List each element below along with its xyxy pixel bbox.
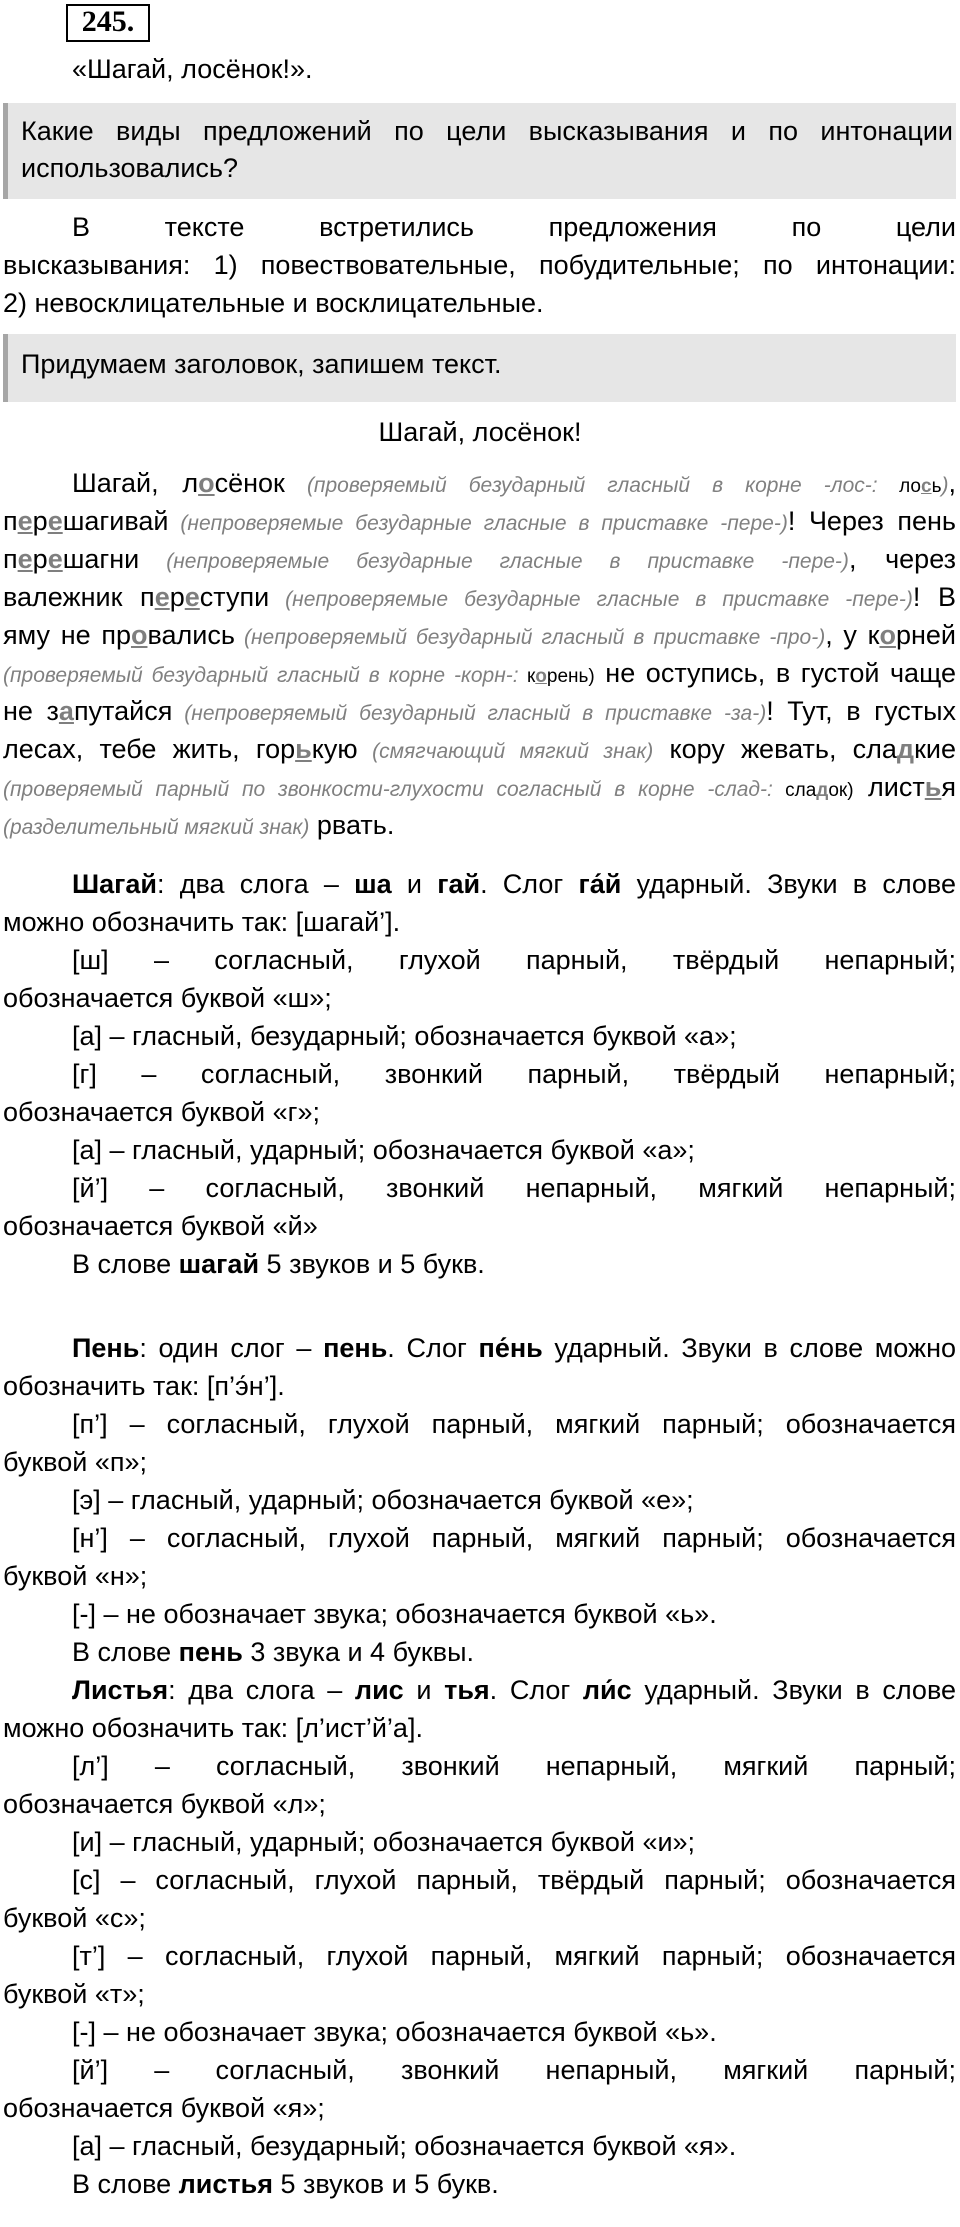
orthogram-letter: е	[154, 582, 170, 612]
orthogram-letter: д	[896, 734, 915, 764]
analysis-line: Шагай: два слога – ша и гай. Слог га́й ударный. Звуки в слове	[72, 869, 956, 899]
text-line-4	[3, 578, 956, 620]
orthogram-letter: ь	[924, 772, 942, 802]
orthogram-note: (смягчающий мягкий знак)	[357, 740, 654, 763]
text-segment: яму не пр	[3, 620, 131, 650]
analysis-line: буквой «п»;	[3, 1447, 147, 1477]
text-segment: , через	[848, 544, 957, 574]
exercise-title: «Шагай, лосёнок!».	[72, 54, 313, 84]
text-line-9	[3, 768, 956, 811]
orthogram-letter: с	[921, 476, 932, 497]
text-segment: лесах, тебе жить, гор	[3, 734, 296, 764]
orthogram-note: (непроверяемый безударный гласный в приставке -за-)	[172, 702, 767, 725]
text-segment: , у к	[825, 620, 880, 650]
analysis-line: [л’] – согласный, звонкий непарный, мягкий парный;	[72, 1751, 956, 1781]
analysis-line: обозначается буквой «л»;	[3, 1789, 326, 1819]
text-segment: п	[3, 544, 18, 574]
text-segment: путайся	[73, 696, 173, 726]
text-segment: рней	[895, 620, 956, 650]
analysis-line: буквой «т»;	[3, 1979, 145, 2009]
analysis-line: обозначается буквой «г»;	[3, 1097, 320, 1127]
text-segment: р	[169, 582, 185, 612]
question-1-line-1: Какие виды предложений по цели высказывания и по интонации	[21, 116, 953, 146]
analysis-line: обозначается буквой «ш»;	[3, 983, 332, 1013]
analysis-line: обозначается буквой «я»;	[3, 2093, 325, 2123]
analysis-line: [а] – гласный, ударный; обозначается буквой «а»;	[72, 1135, 695, 1165]
orthogram-note: )	[941, 474, 949, 497]
question-box-1	[3, 103, 956, 199]
analysis-line: [а] – гласный, безударный; обозначается буквой «я».	[72, 2131, 737, 2161]
orthogram-letter: о	[879, 620, 896, 650]
question-box-2	[3, 334, 956, 402]
text-line-2	[3, 502, 956, 544]
text-segment: сёнок	[214, 468, 285, 498]
text-segment: кую	[311, 734, 358, 764]
analysis-line: [т’] – согласный, глухой парный, мягкий парный; обозначается	[72, 1941, 956, 1971]
orthogram-note: (непроверяемые безударные гласные в приставке -пере-)	[139, 550, 849, 573]
orthogram-letter: ь	[295, 734, 312, 764]
analysis-line: можно обозначить так: [л’ист’й’а].	[3, 1713, 423, 1743]
analysis-line: обозначить так: [п’э́н’].	[3, 1371, 285, 1401]
analysis-line: В слове шагай 5 звуков и 5 букв.	[72, 1249, 485, 1279]
analysis-line: обозначается буквой «й»	[3, 1211, 318, 1241]
analysis-line: [п’] – согласный, глухой парный, мягкий парный; обозначается	[72, 1409, 956, 1439]
analysis-line: [ш] – согласный, глухой парный, твёрдый непарный;	[72, 945, 956, 975]
text-segment: р	[32, 544, 48, 574]
analysis-line: [г] – согласный, звонкий парный, твёрдый непарный;	[72, 1059, 956, 1089]
analysis-line: [и] – гласный, ударный; обозначается буквой «и»;	[72, 1827, 696, 1857]
text-segment: ! В	[912, 582, 956, 612]
orthogram-letter: е	[184, 582, 200, 612]
text-line-3	[3, 540, 956, 582]
text-segment: ,	[948, 468, 956, 498]
analysis-line: [а] – гласный, безударный; обозначается буквой «а»;	[72, 1021, 737, 1051]
orthogram-note: (непроверяемые безударные гласные в приставке -пере-)	[168, 512, 788, 535]
check-word: ок)	[828, 780, 854, 801]
orthogram-letter: е	[47, 544, 63, 574]
text-segment: кие	[914, 734, 956, 764]
text-line-7	[3, 692, 956, 734]
question-1-line-2: использовались?	[21, 153, 239, 183]
orthogram-letter: д	[816, 780, 829, 801]
analysis-line: можно обозначить так: [шагай’].	[3, 907, 401, 937]
text-segment: не оступись, в густой чаще	[594, 658, 956, 688]
check-word: к	[518, 666, 536, 687]
analysis-line: [й’] – согласный, звонкий непарный, мягкий непарный;	[72, 1173, 956, 1203]
text-segment: я	[941, 772, 956, 802]
analysis-line: буквой «с»;	[3, 1903, 146, 1933]
answer-1-line-1: В тексте встретились предложения по цели	[72, 212, 956, 242]
analysis-line: буквой «н»;	[3, 1561, 148, 1591]
text-segment: кору жевать, сла	[653, 734, 897, 764]
orthogram-letter: а	[58, 696, 74, 726]
analysis-line: В слове листья 5 звуков и 5 букв.	[72, 2169, 499, 2199]
answer-1-line-2: высказывания: 1) повествовательные, побудительные; по интонации:	[3, 250, 956, 280]
analysis-line: [э] – гласный, ударный; обозначается буквой «е»;	[72, 1485, 694, 1515]
text-line-1	[72, 464, 956, 507]
orthogram-letter: е	[47, 506, 63, 536]
check-word: ло	[877, 476, 921, 497]
orthogram-note: (разделительный мягкий знак)	[3, 816, 310, 839]
orthogram-letter: о	[198, 468, 215, 498]
orthogram-note: (проверяемый безударный гласный в корне -корн-:	[3, 664, 519, 687]
check-word: сла	[772, 780, 817, 801]
check-word: рень)	[546, 666, 595, 687]
text-segment: Шагай, л	[72, 468, 199, 498]
text-line-6	[3, 654, 956, 697]
check-word: ь	[931, 476, 942, 497]
analysis-line: В слове пень 3 звука и 4 буквы.	[72, 1637, 474, 1667]
orthogram-note: (непроверяемый безударный гласный в приставке -про-)	[234, 626, 826, 649]
exercise-number: 245.	[66, 4, 150, 42]
orthogram-note: (непроверяемые безударные гласные в приставке -пере-)	[269, 588, 913, 611]
answer-1-line-3: 2) невосклицательные и восклицательные.	[3, 288, 544, 318]
text-segment: ! Тут, в густых	[766, 696, 956, 726]
text-segment: р	[32, 506, 48, 536]
text-segment: не з	[3, 696, 59, 726]
analysis-line: Пень: один слог – пень. Слог пе́нь ударный. Звуки в слове можно	[72, 1333, 956, 1363]
orthogram-letter: е	[17, 544, 33, 574]
text-line-8	[3, 730, 956, 772]
orthogram-letter: о	[535, 666, 547, 687]
orthogram-letter: е	[17, 506, 33, 536]
text-segment: ! Через пень	[787, 506, 956, 536]
text-line-10	[3, 806, 956, 848]
analysis-line: [-] – не обозначает звука; обозначается буквой «ь».	[72, 1599, 717, 1629]
orthogram-letter: о	[130, 620, 148, 650]
text-segment: валежник п	[3, 582, 155, 612]
text-segment: шагивай	[62, 506, 169, 536]
text-line-5	[3, 616, 956, 658]
text-title: Шагай, лосёнок!	[378, 417, 582, 447]
analysis-line: [с] – согласный, глухой парный, твёрдый парный; обозначается	[72, 1865, 956, 1895]
text-segment: лист	[853, 772, 925, 802]
analysis-line: [-] – не обозначает звука; обозначается буквой «ь».	[72, 2017, 717, 2047]
analysis-line: Листья: два слога – лис и тья. Слог ли́с ударный. Звуки в слове	[72, 1675, 956, 1705]
orthogram-note: (проверяемый безударный гласный в корне -лос-:	[284, 474, 878, 497]
text-segment: рвать.	[309, 810, 395, 840]
text-segment: шагни	[62, 544, 140, 574]
text-segment: вались	[147, 620, 235, 650]
orthogram-note: (проверяемый парный по звонкости-глухости согласный в корне -слад-:	[3, 778, 773, 801]
text-segment: ступи	[199, 582, 270, 612]
question-2: Придумаем заголовок, запишем текст.	[21, 349, 502, 379]
analysis-line: [н’] – согласный, глухой парный, мягкий парный; обозначается	[72, 1523, 956, 1553]
analysis-line: [й’] – согласный, звонкий непарный, мягкий парный;	[72, 2055, 956, 2085]
text-segment: п	[3, 506, 18, 536]
